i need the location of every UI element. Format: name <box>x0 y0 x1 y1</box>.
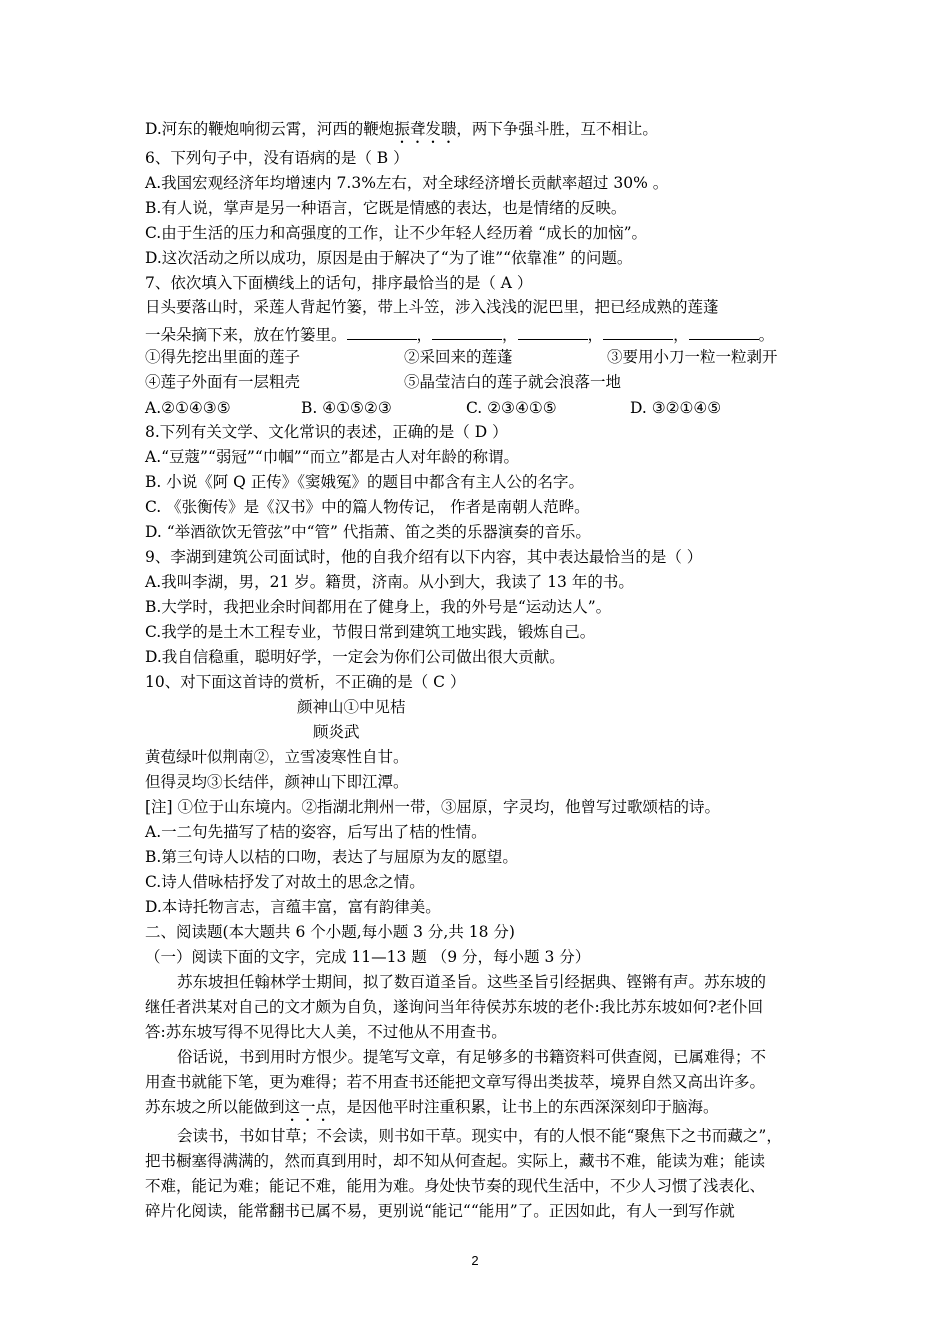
paragraph-3-line-2: 把书橱塞得满满的，然而真到用时，却不知从何查起。实际上，藏书不难，能读为难；能读 <box>145 1152 766 1170</box>
blank-2 <box>432 323 502 340</box>
section-2-part-1-heading: （一）阅读下面的文字，完成 11—13 题 （9 分，每小题 3 分） <box>145 948 591 966</box>
paragraph-1-line-2: 继任者洪某对自己的文才颇为自负，遂询问当年待侯苏东坡的老仆:我比苏东坡如何?老仆回 <box>145 998 764 1016</box>
paragraph-3-line-3: 不难，能记为难；能记不难，能用为难。身处快节奏的现代生活中，不少人习惯了浅表化、 <box>145 1177 766 1195</box>
paragraph-1-line-3: 答:苏东坡写得不见得比大人美，不过他从不用查书。 <box>145 1023 507 1041</box>
poem-line-1: 黄苞绿叶似荆南②，立雪凌寒性自甘。 <box>145 748 409 766</box>
paragraph-2-line-2: 用查书就能下笔，更为难得；若不用查书还能把文章写得出类拔萃，境界自然又高出许多。 <box>145 1073 766 1091</box>
question-9: 9、李湖到建筑公司面试时，他的自我介绍有以下内容，其中表达最恰当的是（ ） <box>145 548 703 566</box>
blank-1 <box>347 323 417 340</box>
q9-option-a: A.我叫李湖，男，21 岁。籍贯，济南。从小到大，我读了 13 年的书。 <box>145 573 634 591</box>
q8-option-c: C. 《张衡传》是《汉书》中的篇人物传记， 作者是南朝人范晔。 <box>145 498 590 516</box>
q8-option-d: D. “举酒欲饮无管弦”中“管” 代指萧、笛之类的乐器演奏的音乐。 <box>145 523 591 541</box>
q7-choice-b: B. ④①⑤②③ <box>301 399 392 417</box>
q10-option-d: D.本诗托物言志，言蕴丰富，富有韵律美。 <box>145 898 441 916</box>
q10-option-a: A.一二句先描写了桔的姿容，后写出了桔的性情。 <box>145 823 487 841</box>
q7-options-row-2 <box>145 372 621 392</box>
q5-option-d <box>145 119 658 147</box>
q7-choices <box>145 398 721 418</box>
poem-title: 颜神山①中见桔 <box>297 698 406 716</box>
q8-option-b: B. 小说《阿 Q 正传》《窦娥冤》的题目中都含有主人公的名字。 <box>145 473 585 491</box>
text: 一朵朵摘下来，放在竹篓里。 <box>145 326 347 344</box>
q10-option-b: B.第三句诗人以桔的口吻，表达了与屈原为友的愿望。 <box>145 848 518 866</box>
section-2-heading: 二、阅读题(本大题共 6 个小题,每小题 3 分,共 18 分) <box>145 923 515 941</box>
q7-choice-c: C. ②③④①⑤ <box>466 399 557 417</box>
paragraph-3-line-4: 碎片化阅读，能常翻书已属不易，更别说“能记““能用”了。正因如此，有人一到写作就 <box>145 1202 735 1220</box>
page-number: 2 <box>471 1253 479 1268</box>
paragraph-2-line-3 <box>145 1097 719 1125</box>
q7-choice-d: D. ③②①④⑤ <box>630 399 722 417</box>
emphasized-text: 这一点 <box>284 1098 332 1116</box>
q9-option-c: C.我学的是土木工程专业，节假日常到建筑工地实践，锻炼自己。 <box>145 623 596 641</box>
q7-item-3: ③要用小刀一粒一粒剥开 <box>607 348 778 366</box>
q6-option-c: C.由于生活的压力和高强度的工作，让不少年轻人经历着 “成长的加恼”。 <box>145 224 648 242</box>
q9-option-d: D.我自信稳重，聪明好学，一定会为你们公司做出很大贡献。 <box>145 648 565 666</box>
poem-note: [注] ①位于山东境内。②指湖北荆州一带，③屈原，字灵均，他曾写过歌颂桔的诗。 <box>145 798 721 816</box>
paragraph-3-line-1: 会读书，书如甘草；不会读，则书如干草。现实中，有的人恨不能“聚焦下之书而藏之”， <box>177 1127 782 1145</box>
q7-item-5: ⑤晶莹洁白的莲子就会浪落一地 <box>404 373 622 391</box>
q8-option-a: A.“豆蔻”“弱冠”“巾帼”“而立”都是古人对年龄的称谓。 <box>145 448 520 466</box>
q7-passage-line-2: 一朵朵摘下来，放在竹篓里。 ， ， ， ， 。 <box>145 323 774 345</box>
q9-option-b: B.大学时，我把业余时间都用在了健身上，我的外号是“运动达人”。 <box>145 598 612 616</box>
text: ，是因他平时注重积累，让书上的东西深深刻印于脑海。 <box>331 1098 719 1116</box>
q6-option-d: D.这次活动之所以成功，原因是由于解决了“为了谁”“依靠准” 的问题。 <box>145 249 633 267</box>
q7-passage-line-1: 日头要落山时，采莲人背起竹篓，带上斗笠，涉入浅浅的泥巴里，把已经成熟的莲蓬 <box>145 298 719 316</box>
q7-item-1: ①得先挖出里面的莲子 <box>145 348 301 366</box>
blank-5 <box>689 323 759 340</box>
q10-option-c: C.诗人借咏桔抒发了对故土的思念之情。 <box>145 873 425 891</box>
emphasized-text: 振聋发聩 <box>394 120 457 138</box>
poem-author: 顾炎武 <box>313 723 360 741</box>
text: 苏东坡之所以能做到 <box>145 1098 285 1116</box>
q7-options-row-1 <box>145 347 778 367</box>
q6-option-b: B.有人说，掌声是另一种语言，它既是情感的表达，也是情绪的反映。 <box>145 199 627 217</box>
q6-option-a: A.我国宏观经济年均增速内 7.3%左右，对全球经济增长贡献率超过 30% 。 <box>145 174 669 192</box>
q7-choice-a: A.②①④③⑤ <box>145 399 231 417</box>
poem-line-2: 但得灵均③长结伴，颜神山下即江潭。 <box>145 773 409 791</box>
text: D.河东的鞭炮响彻云霄，河西的鞭炮 <box>145 120 395 138</box>
question-7: 7、依次填入下面横线上的话句，排序最恰当的是（ A ） <box>145 274 533 292</box>
question-6: 6、下列句子中，没有语病的是（ B ） <box>145 149 409 167</box>
q7-item-2: ②采回来的莲蓬 <box>404 348 513 366</box>
q7-item-4: ④莲子外面有一层粗壳 <box>145 373 301 391</box>
paragraph-2-line-1: 俗话说，书到用时方恨少。提笔写文章，有足够多的书籍资料可供查阅，已属难得；不 <box>177 1048 767 1066</box>
blank-4 <box>603 323 673 340</box>
blank-3 <box>518 323 588 340</box>
paragraph-1-line-1: 苏东坡担任翰林学士期间，拟了数百道圣旨。这些圣旨引经据典、铿锵有声。苏东坡的 <box>177 973 767 991</box>
question-10: 10、对下面这首诗的赏析，不正确的是（ C ） <box>145 673 466 691</box>
text: ，两下争强斗胜，互不相让。 <box>456 120 658 138</box>
question-8: 8.下列有关文学、文化常识的表述，正确的是（ D ） <box>145 423 508 441</box>
